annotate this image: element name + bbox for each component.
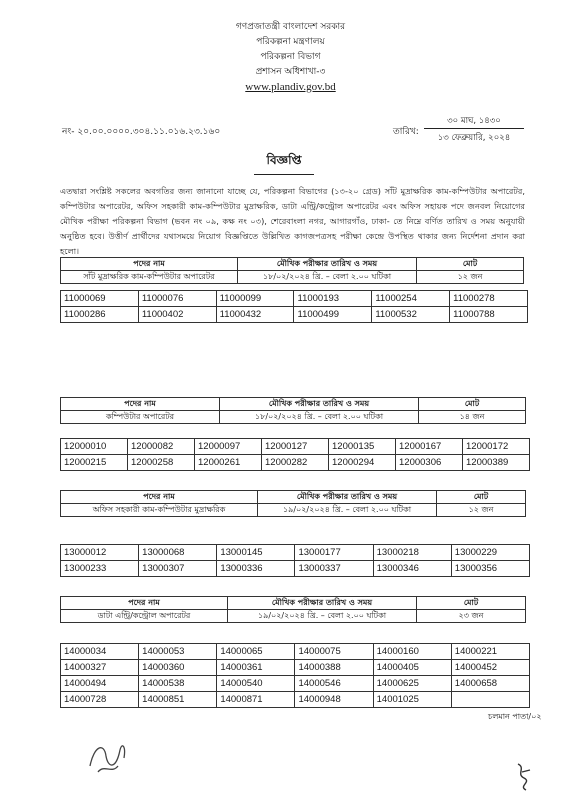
- roll-number: 11000076: [138, 291, 216, 307]
- roll-number: 11000193: [294, 291, 372, 307]
- roll-number: 14000851: [139, 692, 217, 708]
- roll-number: 11000499: [294, 307, 372, 323]
- post-name: ডাটা এন্ট্রি/কন্ট্রোল অপারেটর: [61, 610, 228, 623]
- table-row: [61, 676, 530, 692]
- website-link[interactable]: www.plandiv.gov.bd: [245, 81, 336, 93]
- continued-page-label: চলমান পাতা/০২: [488, 712, 542, 721]
- viva-datetime: ১৮/০২/২০২৪ খ্রি. – বেলা ২.০০ ঘটিকা: [238, 271, 417, 284]
- govt-name: গণপ্রজাতন্ত্রী বাংলাদেশ সরকার: [235, 22, 346, 32]
- total-header: মোট: [417, 597, 526, 610]
- roll-number: 11000278: [450, 291, 528, 307]
- post-table-3: [60, 490, 526, 517]
- roll-number: 14000538: [139, 676, 217, 692]
- date-divider: [424, 128, 524, 129]
- roll-number: 14001025: [373, 692, 451, 708]
- roll-number: 12000010: [61, 439, 128, 455]
- viva-datetime: ১৯/০২/২০২৪ খ্রি. – বেলা ২.০০ ঘটিকা: [228, 610, 417, 623]
- notice-body: এতদ্বারা সংশ্লিষ্ট সকলের অবগতির জন্য জানানো যাচ্ছে যে, পরিকল্পনা বিভাগের (১৩-২০ গ্রেড) সাঁট মুদ্রাক্ষরিক কাম-কম্পিউটার অপারেটর, কম্পিউটার অপারেটর, অফিস সহকারী কাম-কম্পিউটার মুদ্রাক্ষরিক, ডাটা এন্ট্রি/কন্ট্রোল অপারেটর এবং অফিস সহায়ক পদে জনবল নিয়োগের মৌখিক পরীক্ষা পরিকল্পনা বিভাগ (ভবন নং ০৯, কক্ষ নং ০৩), শেরেবাংলা নগর, আগারগাঁও, ঢাকা- তে নিম্নে বর্ণিত তারিখ ও সময় অনুযায়ী অনুষ্ঠিত হবে। উত্তীর্ণ প্রার্থীদের যথাসময়ে নিয়োগ বিজ্ঞপ্তিতে উল্লিখিত কাগজপত্রসহ পরীক্ষা কেন্দ্রে উপস্থিত থাকার জন্য নির্দেশনা প্রদান করা হলো।: [60, 186, 525, 256]
- table-row: [61, 439, 530, 455]
- roll-number: 14000075: [295, 644, 373, 660]
- memo-number: নং- ২০.০০.০০০০.৩০৪.১১.০১৬.২৩.১৬০: [62, 127, 221, 137]
- date-english: ১৩ ফেব্রুয়ারি, ২০২৪: [437, 133, 511, 143]
- roll-table-2: [60, 438, 530, 471]
- viva-datetime: ১৮/০২/২০২৪ খ্রি. – বেলা ২.০০ ঘটিকা: [220, 411, 419, 424]
- roll-number: 14000388: [295, 660, 373, 676]
- post-name: কম্পিউটার অপারেটর: [61, 411, 220, 424]
- post-header: পদের নাম: [61, 398, 220, 411]
- roll-number: 11000254: [372, 291, 450, 307]
- post-name: সাঁট মুদ্রাক্ষরিক কাম-কম্পিউটার অপারেটর: [61, 271, 238, 284]
- roll-number: 12000294: [329, 455, 396, 471]
- roll-table-3: [60, 544, 530, 577]
- division-name: পরিকল্পনা বিভাগ: [260, 52, 321, 62]
- roll-table-1: [60, 290, 528, 323]
- roll-number: 12000135: [329, 439, 396, 455]
- viva-datetime: ১৯/০২/২০২৪ খ্রি. – বেলা ২.০০ ঘটিকা: [258, 504, 437, 517]
- table-row: [61, 307, 528, 323]
- roll-number: 14000053: [139, 644, 217, 660]
- total-count: ২৩ জন: [417, 610, 526, 623]
- roll-number: 14000221: [451, 644, 529, 660]
- roll-number: 14000065: [217, 644, 295, 660]
- roll-number: 12000167: [396, 439, 463, 455]
- post-table-4: [60, 596, 526, 623]
- post-table-2: [60, 397, 526, 424]
- roll-number: 11000432: [216, 307, 294, 323]
- title-underline: [254, 174, 314, 175]
- roll-number: 13000307: [139, 561, 217, 577]
- notice-title: বিজ্ঞপ্তি: [266, 153, 302, 167]
- roll-number: 14000361: [217, 660, 295, 676]
- table-row: [61, 692, 530, 708]
- roll-number: 13000068: [139, 545, 217, 561]
- roll-number: 14000494: [61, 676, 139, 692]
- roll-number: 12000282: [262, 455, 329, 471]
- roll-number: 11000099: [216, 291, 294, 307]
- roll-number: 12000097: [195, 439, 262, 455]
- wing-name: প্রশাসন অধিশাখা-৩: [255, 67, 326, 77]
- officer-signature: [512, 760, 536, 792]
- roll-number: 14000728: [61, 692, 139, 708]
- roll-number: 12000172: [463, 439, 530, 455]
- initial-signature: [86, 736, 130, 778]
- roll-number: 12000306: [396, 455, 463, 471]
- date-label: তারিখ:: [393, 127, 419, 137]
- total-count: ১৪ জন: [419, 411, 526, 424]
- total-header: মোট: [437, 491, 526, 504]
- roll-number: 14000160: [373, 644, 451, 660]
- roll-number: 13000336: [217, 561, 295, 577]
- table-row: [61, 291, 528, 307]
- roll-table-4: [60, 643, 530, 708]
- table-row: [61, 455, 530, 471]
- roll-number: 11000069: [61, 291, 139, 307]
- roll-number: 11000286: [61, 307, 139, 323]
- roll-number: 14000540: [217, 676, 295, 692]
- roll-number: 11000788: [450, 307, 528, 323]
- roll-number: 13000356: [451, 561, 529, 577]
- roll-number: 14000625: [373, 676, 451, 692]
- ministry-name: পরিকল্পনা মন্ত্রণালয়: [256, 37, 325, 47]
- total-count: ১২ জন: [437, 504, 526, 517]
- roll-number: 14000546: [295, 676, 373, 692]
- roll-number: 13000346: [373, 561, 451, 577]
- roll-number: 14000658: [451, 676, 529, 692]
- viva-header: মৌখিক পরীক্ষার তারিখ ও সময়: [258, 491, 437, 504]
- roll-number: 14000327: [61, 660, 139, 676]
- roll-number: 12000215: [61, 455, 128, 471]
- roll-number: 14000871: [217, 692, 295, 708]
- table-row: [61, 545, 530, 561]
- total-header: মোট: [419, 398, 526, 411]
- roll-number: 12000261: [195, 455, 262, 471]
- roll-number: [451, 692, 529, 708]
- roll-number: 12000389: [463, 455, 530, 471]
- roll-number: 11000532: [372, 307, 450, 323]
- post-header: পদের নাম: [61, 258, 238, 271]
- total-header: মোট: [417, 258, 524, 271]
- roll-number: 13000218: [373, 545, 451, 561]
- post-table-1: [60, 257, 524, 284]
- roll-number: 14000452: [451, 660, 529, 676]
- table-row: [61, 644, 530, 660]
- post-header: পদের নাম: [61, 491, 258, 504]
- post-name: অফিস সহকারী কাম-কম্পিউটার মুদ্রাক্ষরিক: [61, 504, 258, 517]
- roll-number: 13000337: [295, 561, 373, 577]
- date-bangla: ৩০ মাঘ, ১৪৩০: [447, 116, 501, 126]
- viva-header: মৌখিক পরীক্ষার তারিখ ও সময়: [228, 597, 417, 610]
- roll-number: 14000405: [373, 660, 451, 676]
- total-count: ১২ জন: [417, 271, 524, 284]
- roll-number: 14000948: [295, 692, 373, 708]
- roll-number: 13000012: [61, 545, 139, 561]
- roll-number: 13000233: [61, 561, 139, 577]
- roll-number: 12000127: [262, 439, 329, 455]
- roll-number: 13000177: [295, 545, 373, 561]
- post-header: পদের নাম: [61, 597, 228, 610]
- roll-number: 12000258: [128, 455, 195, 471]
- roll-number: 12000082: [128, 439, 195, 455]
- roll-number: 11000402: [138, 307, 216, 323]
- table-row: [61, 660, 530, 676]
- notice-title-block: [254, 152, 314, 175]
- viva-header: মৌখিক পরীক্ষার তারিখ ও সময়: [220, 398, 419, 411]
- viva-header: মৌখিক পরীক্ষার তারিখ ও সময়: [238, 258, 417, 271]
- roll-number: 13000229: [451, 545, 529, 561]
- roll-number: 14000360: [139, 660, 217, 676]
- roll-number: 13000145: [217, 545, 295, 561]
- table-row: [61, 561, 530, 577]
- roll-number: 14000034: [61, 644, 139, 660]
